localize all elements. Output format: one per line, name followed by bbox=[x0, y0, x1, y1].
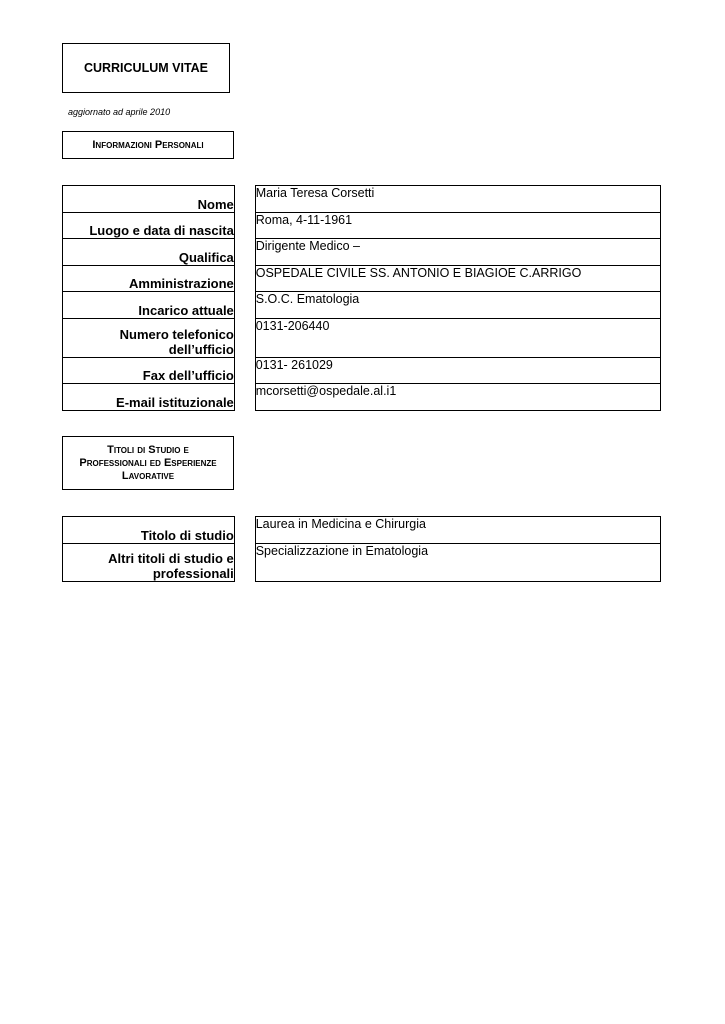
row-label: Luogo e data di nascita bbox=[63, 213, 235, 239]
row-value: S.O.C. Ematologia bbox=[255, 292, 660, 319]
row-value: 0131- 261029 bbox=[255, 358, 660, 384]
row-value: 0131-206440 bbox=[255, 319, 660, 358]
table-row bbox=[63, 358, 661, 384]
cv-title-box bbox=[62, 43, 230, 93]
row-value: Dirigente Medico – bbox=[255, 239, 660, 266]
section-heading-personal-text: Informazioni Personali bbox=[92, 138, 204, 151]
row-label: Qualifica bbox=[63, 239, 235, 266]
row-label: Incarico attuale bbox=[63, 292, 235, 319]
row-value: Laurea in Medicina e Chirurgia bbox=[255, 517, 660, 544]
row-value: OSPEDALE CIVILE SS. ANTONIO E BIAGIOE C.ARRIGO bbox=[255, 266, 660, 292]
personal-info-table bbox=[62, 185, 661, 411]
updated-note: aggiornato ad aprile 2010 bbox=[68, 107, 171, 117]
row-label: Nome bbox=[63, 186, 235, 213]
row-value: mcorsetti@ospedale.al.i1 bbox=[255, 384, 660, 411]
section-heading-education bbox=[62, 436, 234, 490]
row-label: E-mail istituzionale bbox=[63, 384, 235, 411]
table-row bbox=[63, 266, 661, 292]
section-heading-education-text: Titoli di Studio e Professionali ed Esperienze Lavorative bbox=[79, 443, 217, 482]
row-label: Amministrazione bbox=[63, 266, 235, 292]
row-label: Fax dell’ufficio bbox=[63, 358, 235, 384]
row-value: Roma, 4-11-1961 bbox=[255, 213, 660, 239]
section-heading-personal bbox=[62, 131, 234, 159]
table-row bbox=[63, 544, 661, 582]
row-label: Altri titoli di studio e professionali bbox=[63, 544, 235, 582]
education-table bbox=[62, 516, 661, 582]
table-row bbox=[63, 517, 661, 544]
row-label: Numero telefonico dell’ufficio bbox=[63, 319, 235, 358]
table-row bbox=[63, 213, 661, 239]
cv-title: CURRICULUM VITAE bbox=[83, 61, 209, 75]
table-row bbox=[63, 186, 661, 213]
row-value: Maria Teresa Corsetti bbox=[255, 186, 660, 213]
table-row bbox=[63, 239, 661, 266]
row-label: Titolo di studio bbox=[63, 517, 235, 544]
table-row bbox=[63, 319, 661, 358]
table-row bbox=[63, 384, 661, 411]
table-row bbox=[63, 292, 661, 319]
row-value: Specializzazione in Ematologia bbox=[255, 544, 660, 582]
